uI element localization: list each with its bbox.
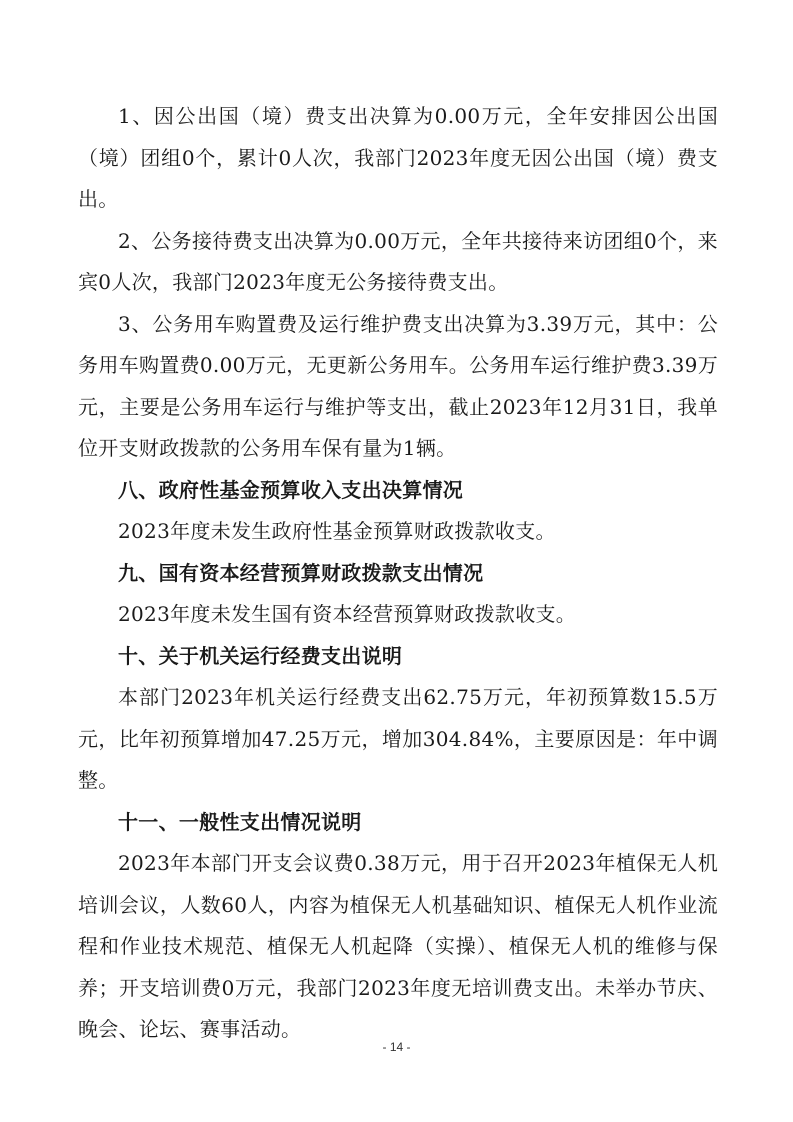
paragraph-operating-expense: 本部门2023年机关运行经费支出62.75万元，年初预算数15.5万元，比年初预算增加47.25万元，增加304.84%，主要原因是：年中调整。 (78, 685, 718, 792)
paragraph-overseas-travel-expense: 1、因公出国（境）费支出决算为0.00万元，全年安排因公出国（境）团组0个，累计0人次，我部门2023年度无因公出国（境）费支出。 (78, 104, 718, 211)
page-number: - 14 - (382, 1040, 411, 1054)
paragraph-government-fund: 2023年度未发生政府性基金预算财政拨款收支。 (118, 519, 556, 543)
paragraph-vehicle-expense: 3、公务用车购置费及运行维护费支出决算为3.39万元，其中：公务用车购置费0.00万元，无更新公务用车。公务用车运行维护费3.39万元，主要是公务用车运行与维护等支出，截止2023年12月31日，我单位开支财政拨款的公务用车保有量为1辆。 (78, 311, 718, 460)
paragraph-reception-expense: 2、公务接待费支出决算为0.00万元，全年共接待来访团组0个，来宾0人次，我部门2023年度无公务接待费支出。 (78, 228, 718, 294)
paragraph-state-capital: 2023年度未发生国有资本经营预算财政拨款收支。 (118, 602, 577, 626)
section-heading-state-capital: 九、国有资本经营预算财政拨款支出情况 (118, 560, 484, 585)
section-heading-general-expense: 十一、一般性支出情况说明 (118, 809, 362, 834)
document-body (78, 96, 718, 1051)
section-heading-government-fund: 八、政府性基金预算收入支出决算情况 (118, 477, 464, 502)
paragraph-general-expense: 2023年本部门开支会议费0.38万元，用于召开2023年植保无人机培训会议，人数60人，内容为植保无人机基础知识、植保无人机作业流程和作业技术规范、植保无人机起降（实操）、植保无人机的维修与保养；开支培训费0万元，我部门2023年度无培训费支出。未举办节庆、晚会、论坛、赛事活动。 (78, 851, 718, 1041)
section-heading-operating-expense: 十、关于机关运行经费支出说明 (118, 643, 403, 668)
